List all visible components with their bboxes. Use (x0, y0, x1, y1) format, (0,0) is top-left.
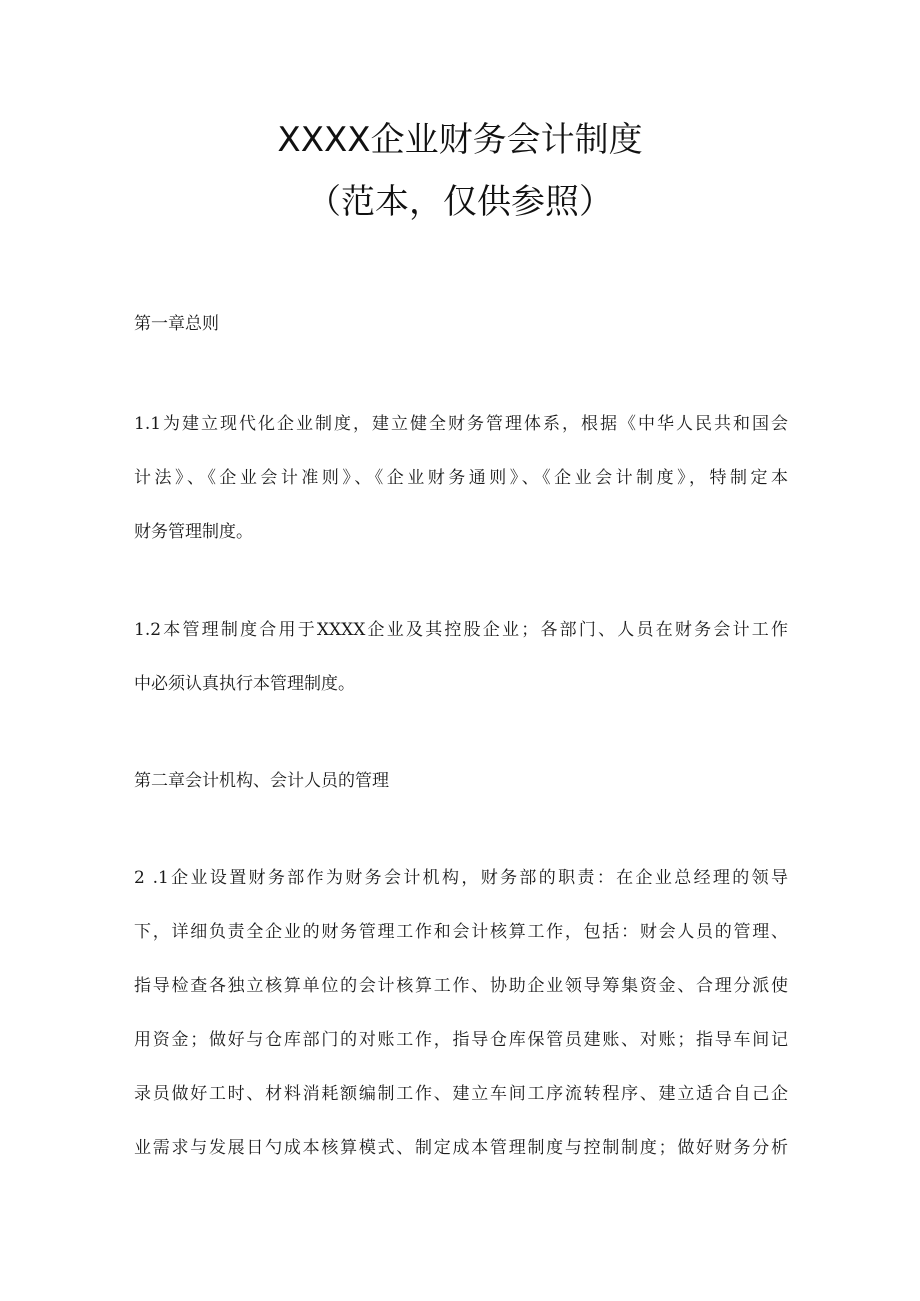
document-subtitle: （范本，仅供参照） (307, 182, 613, 222)
paragraph-line: 1.1为建立现代化企业制度，建立健全财务管理体系，根据《中华人民共和国会 (134, 414, 788, 434)
paragraph-line: 计法》、《企业会计准则》、《企业财务通则》、《企业会计制度》，特制定本 (134, 468, 788, 488)
paragraph-line: 指导检查各独立核算单位的会计核算工作、协助企业领导筹集资金、合理分派使 (134, 976, 788, 996)
paragraph-1-2 (134, 620, 788, 728)
chapter-1-heading: 第一章总则 (134, 314, 219, 334)
paragraph-line: 下，详细负责全企业的财务管理工作和会计核算工作，包括：财会人员的管理、 (134, 922, 788, 942)
paragraph-line: 用资金；做好与仓库部门的对账工作，指导仓库保管员建账、对账；指导车间记 (134, 1030, 788, 1050)
paragraph-line: 录员做好工时、材料消耗额编制工作、建立车间工序流转程序、建立适合自己企 (134, 1084, 788, 1104)
paragraph-2-1 (134, 868, 788, 1192)
paragraph-line: 财务管理制度。 (134, 522, 253, 542)
paragraph-1-1 (134, 414, 788, 576)
paragraph-line: 中必须认真执行本管理制度。 (134, 674, 355, 694)
chapter-2-heading: 第二章会计机构、会计人员的管理 (134, 771, 389, 791)
paragraph-line: 2 .1企业设置财务部作为财务会计机构，财务部的职责：在企业总经理的领导 (134, 868, 788, 888)
document-title: XXXX企业财务会计制度 (277, 120, 643, 160)
paragraph-line: 1.2本管理制度合用于XXXX企业及其控股企业；各部门、人员在财务会计工作 (134, 620, 788, 640)
paragraph-line: 业需求与发展日勺成本核算模式、制定成本管理制度与控制制度；做好财务分析 (134, 1138, 788, 1158)
